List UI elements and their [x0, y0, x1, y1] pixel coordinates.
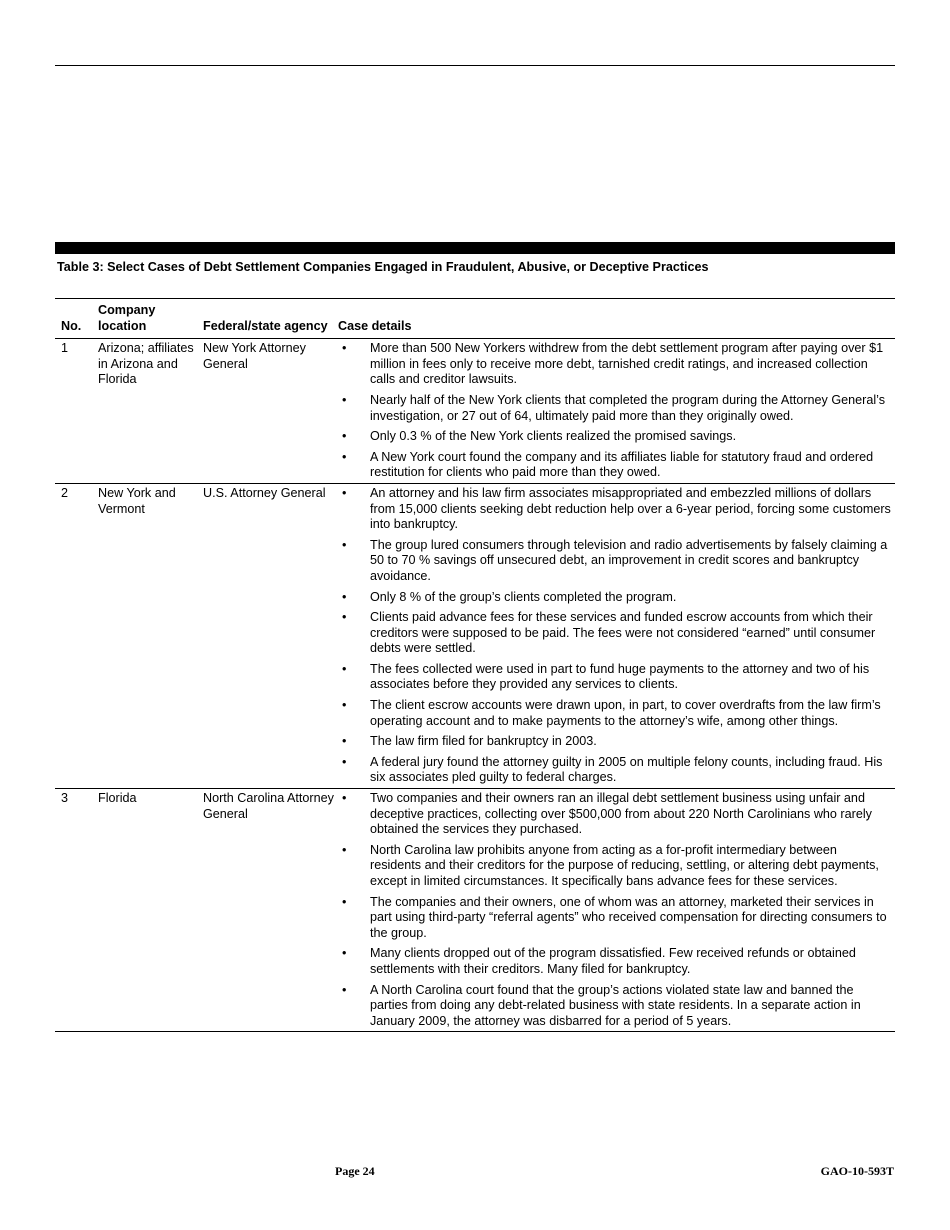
header-no: No. [55, 299, 98, 339]
detail-item [338, 341, 891, 388]
company-location: Florida [98, 789, 203, 1032]
table-top-bar [55, 242, 895, 254]
header-details: Case details [338, 299, 895, 339]
detail-item [338, 734, 891, 750]
detail-item [338, 590, 891, 606]
company-location: New York and Vermont [98, 483, 203, 788]
case-details [338, 339, 895, 484]
table-body [55, 339, 895, 1032]
bullet-icon: • [342, 754, 347, 769]
case-details-list [338, 486, 891, 786]
table-row [55, 339, 895, 484]
detail-item [338, 393, 891, 424]
bullet-icon: • [342, 485, 347, 500]
detail-text: Only 8 % of the group’s clients completed the program. [370, 589, 677, 604]
case-number: 1 [55, 339, 98, 484]
detail-item [338, 755, 891, 786]
case-number: 3 [55, 789, 98, 1032]
agency: North Carolina Attorney General [203, 789, 338, 1032]
cases-table [55, 298, 895, 1032]
detail-item [338, 610, 891, 657]
detail-text: Many clients dropped out of the program dissatisfied. Few received refunds or obtained settlements with their creditors. Many filed for bankruptcy. [370, 946, 856, 976]
bullet-icon: • [342, 791, 347, 806]
agency: U.S. Attorney General [203, 483, 338, 788]
detail-item [338, 895, 891, 942]
detail-text: Nearly half of the New York clients that completed the program during the Attorney General’s investigation, or 27 out of 64, ultimately paid more than they originally owed. [370, 392, 885, 423]
bullet-icon: • [342, 982, 347, 997]
detail-item [338, 843, 891, 890]
detail-item [338, 946, 891, 977]
agency: New York Attorney General [203, 339, 338, 484]
detail-item [338, 538, 891, 585]
detail-text: An attorney and his law firm associates misappropriated and embezzled millions of dollars from 15,000 clients seeking debt reduction help over a 6-year period, forcing some customers into bankruptcy. [370, 485, 891, 532]
bullet-icon: • [342, 842, 347, 857]
table-row [55, 483, 895, 788]
detail-text: Two companies and their owners ran an illegal debt settlement business using unfair and deceptive practices, collecting over $500,000 from about 220 North Carolinians who rarely obtained the services they purchased. [370, 791, 872, 837]
detail-item [338, 662, 891, 693]
table-header-row [55, 299, 895, 339]
detail-item [338, 791, 891, 838]
detail-text: The law firm filed for bankruptcy in 2003. [370, 734, 597, 749]
detail-text: Clients paid advance fees for these services and funded escrow accounts from which their creditors were supposed to be paid. The fees were not considered “earned” until consumer debts were settled. [370, 610, 876, 656]
header-location: Company location [98, 299, 203, 339]
case-details [338, 483, 895, 788]
detail-text: The companies and their owners, one of whom was an attorney, marketed their services in part using third-party “referral agents” who received compensation for directing consumers to the group. [370, 894, 887, 940]
bullet-icon: • [342, 537, 347, 552]
detail-item [338, 486, 891, 533]
document-id: GAO-10-593T [820, 1164, 894, 1178]
bullet-icon: • [342, 946, 347, 961]
bullet-icon: • [342, 589, 347, 604]
detail-text: Only 0.3 % of the New York clients realized the promised savings. [370, 429, 737, 444]
bullet-icon: • [342, 449, 347, 464]
detail-item [338, 983, 891, 1030]
bullet-icon: • [342, 610, 347, 625]
detail-text: More than 500 New Yorkers withdrew from the debt settlement program after paying over $1 million in fees only to receive more debt, tarnished credit ratings, and increased collection calls and creditor lawsuits. [370, 341, 884, 387]
company-location: Arizona; affiliates in Arizona and Florida [98, 339, 203, 484]
detail-text: North Carolina law prohibits anyone from acting as a for-profit intermediary between residents and their creditors for the purpose of reducing, settling, or altering debt payments, except in limited circumstances. It specifically bans advance fees for these services. [370, 842, 879, 888]
bullet-icon: • [342, 894, 347, 909]
page-number: Page 24 [335, 1164, 375, 1178]
bullet-icon: • [342, 341, 347, 356]
table-title: Table 3: Select Cases of Debt Settlement Companies Engaged in Fraudulent, Abusive, or Deceptive Practices [57, 260, 709, 274]
detail-item [338, 698, 891, 729]
detail-text: A New York court found the company and its affiliates liable for statutory fraud and ordered restitution for clients who paid more than they owed. [370, 449, 874, 480]
detail-text: A federal jury found the attorney guilty in 2005 on multiple felony counts, including fraud. His six associates pled guilty to federal charges. [370, 754, 883, 785]
case-details-list [338, 791, 891, 1029]
detail-item [338, 450, 891, 481]
detail-text: The client escrow accounts were drawn upon, in part, to cover overdrafts from the law firm’s operating account and to make payments to the attorney’s wife, among other things. [370, 698, 881, 728]
table-container [55, 242, 895, 1032]
table-row [55, 789, 895, 1032]
case-number: 2 [55, 483, 98, 788]
bullet-icon: • [342, 392, 347, 407]
bullet-icon: • [342, 661, 347, 676]
case-details-list [338, 341, 891, 481]
detail-text: The group lured consumers through television and radio advertisements by falsely claiming a 50 to 70 % savings off unsecured debt, an improvement in credit scores and bankruptcy avoidance. [370, 537, 888, 583]
detail-text: The fees collected were used in part to fund huge payments to the attorney and two of his associates before they provided any services to clients. [370, 661, 870, 692]
header-rule [55, 65, 895, 66]
bullet-icon: • [342, 429, 347, 444]
bullet-icon: • [342, 698, 347, 713]
case-details [338, 789, 895, 1032]
detail-item [338, 429, 891, 445]
bullet-icon: • [342, 734, 347, 749]
header-agency: Federal/state agency [203, 299, 338, 339]
detail-text: A North Carolina court found that the group’s actions violated state law and banned the parties from doing any debt-related business with state residents. In a separate action in January 2009, the attorney was disbarred for a period of 5 years. [370, 982, 861, 1028]
